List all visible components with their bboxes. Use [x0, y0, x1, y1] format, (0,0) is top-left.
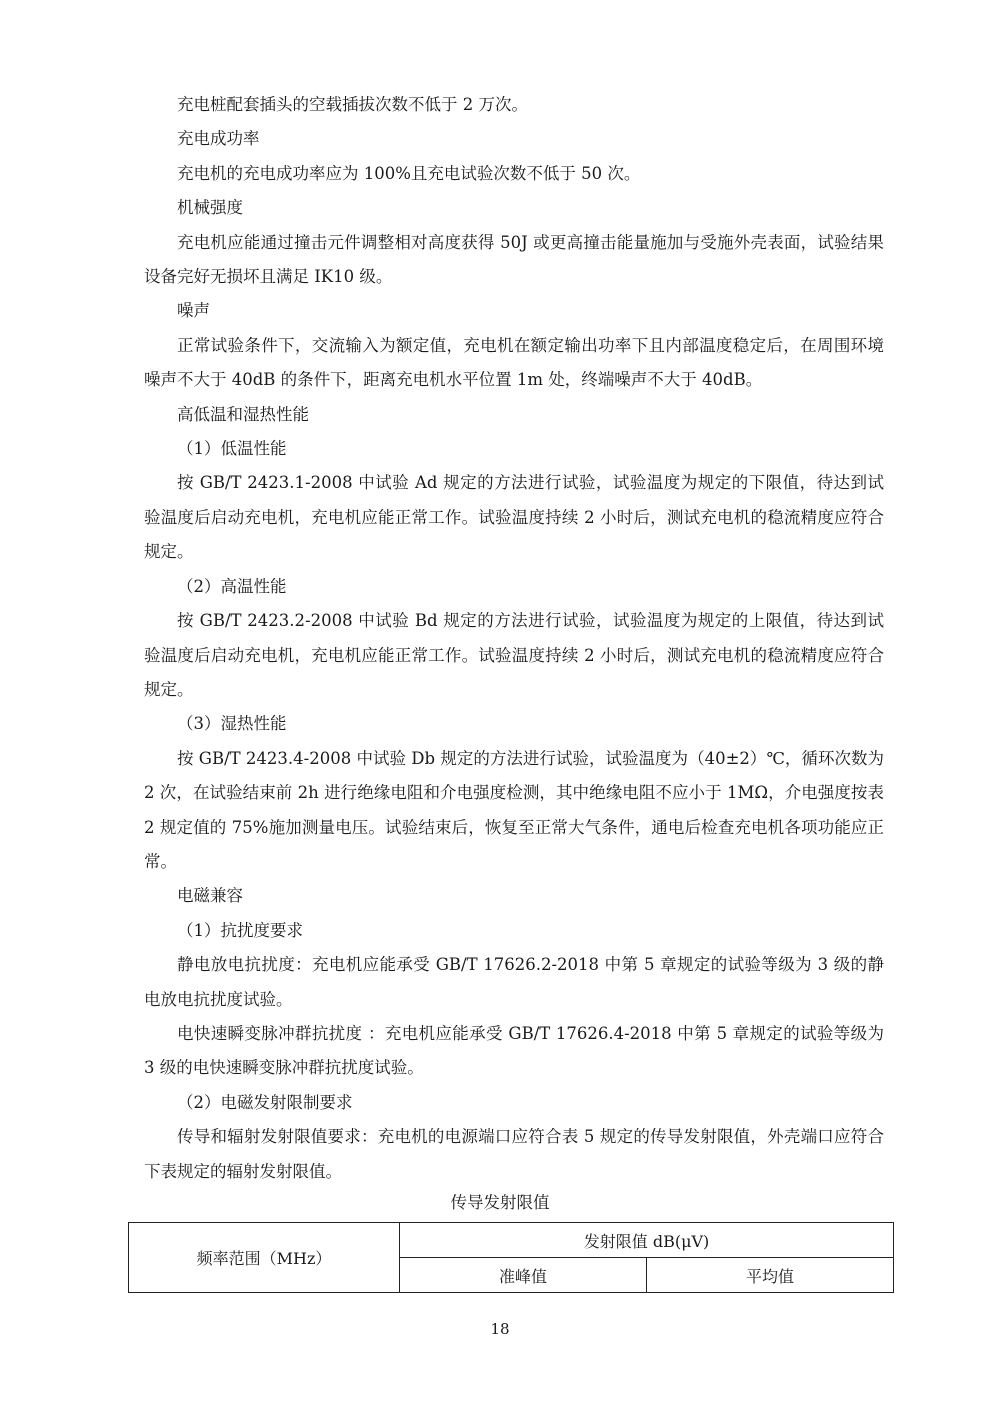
paragraph: 按 GB/T 2423.4-2008 中试验 Db 规定的方法进行试验，试验温度为（40±2）℃，循环次数为 2 次，在试验结束前 2h 进行绝缘电阻和介电强度检测，其中绝缘电阻不应小于 1MΩ，介电强度按表 2 规定值的 75%施加测量电压。试验结束后，恢复至正常大气条件，通电后检查充电机各项功能应正常。 — [144, 748, 884, 871]
emission-limits-table — [128, 1222, 894, 1293]
body-text — [144, 88, 884, 1189]
section-heading: （1）低温性能 — [177, 439, 287, 459]
frequency-range-header: 频率范围（MHz） — [129, 1223, 400, 1293]
section-heading: （2）高温性能 — [177, 576, 287, 596]
paragraph: 按 GB/T 2423.1-2008 中试验 Ad 规定的方法进行试验，试验温度为规定的下限值，待达到试验温度后启动充电机，充电机应能正常工作。试验温度持续 2 小时后，测试充电机的稳流精度应符合规定。 — [144, 473, 884, 562]
section-heading: （1）抗扰度要求 — [177, 920, 303, 940]
average-header: 平均值 — [647, 1258, 894, 1293]
section-heading: 高低温和湿热性能 — [177, 404, 309, 424]
paragraph: 按 GB/T 2423.2-2008 中试验 Bd 规定的方法进行试验，试验温度为规定的上限值，待达到试验温度后启动充电机，充电机应能正常工作。试验温度持续 2 小时后，测试充电机的稳流精度应符合规定。 — [144, 611, 884, 699]
page-number: 18 — [490, 1320, 510, 1338]
table-caption: 传导发射限值 — [450, 1193, 550, 1212]
section-heading: 充电成功率 — [177, 129, 260, 149]
paragraph: 电快速瞬变脉冲群抗扰度 ：充电机应能承受 GB/T 17626.4-2018 中第 5 章规定的试验等级为 3 级的电快速瞬变脉冲群抗扰度试验。 — [144, 1023, 884, 1078]
paragraph: 充电桩配套插头的空载插拔次数不低于 2 万次。 — [177, 95, 528, 114]
section-heading: 噪声 — [177, 301, 210, 321]
paragraph: 正常试验条件下，交流输入为额定值，充电机在额定输出功率下且内部温度稳定后，在周围环境噪声不大于 40dB 的条件下，距离充电机水平位置 1m 处，终端噪声不大于 40dB。 — [144, 335, 884, 390]
paragraph: 充电机的充电成功率应为 100%且充电试验次数不低于 50 次。 — [177, 163, 641, 183]
paragraph: 传导和辐射发射限值要求：充电机的电源端口应符合表 5 规定的传导发射限值，外壳端口应符合下表规定的辐射发射限值。 — [144, 1127, 884, 1181]
section-heading: 机械强度 — [177, 198, 243, 218]
paragraph: 静电放电抗扰度：充电机应能承受 GB/T 17626.2-2018 中第 5 章规定的试验等级为 3 级的静电放电抗扰度试验。 — [144, 955, 884, 1009]
quasi-peak-header: 准峰值 — [400, 1258, 647, 1293]
section-heading: （2）电磁发射限制要求 — [177, 1092, 353, 1112]
section-heading: 电磁兼容 — [177, 886, 243, 906]
section-heading: （3）湿热性能 — [177, 714, 287, 734]
paragraph: 充电机应能通过撞击元件调整相对高度获得 50J 或更高撞击能量施加与受施外壳表面，试验结果设备完好无损坏且满足 IK10 级。 — [144, 232, 884, 287]
emission-limit-header: 发射限值 dB(μV) — [400, 1223, 894, 1258]
